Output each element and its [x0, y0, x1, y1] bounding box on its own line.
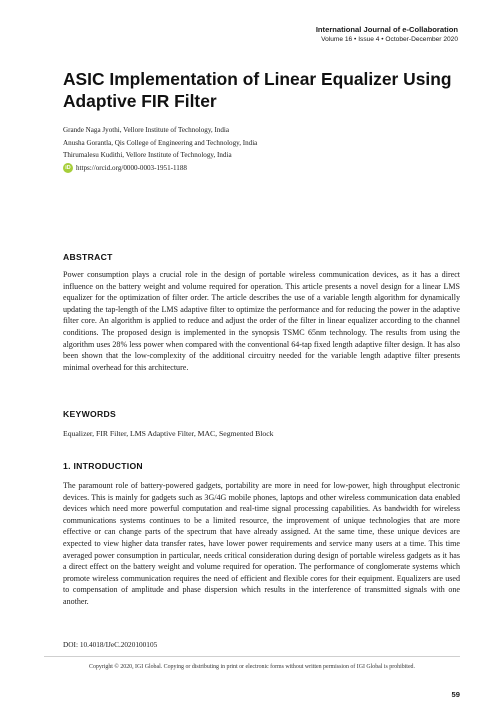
journal-header [316, 24, 458, 45]
copyright-notice: Copyright © 2020, IGI Global. Copying or distributing in print or electronic forms without written permission of IGI Global is prohibited. [89, 664, 415, 670]
footer-divider [44, 656, 460, 657]
journal-name: International Journal of e-Collaboration [315, 25, 458, 34]
introduction-text: The paramount role of battery-powered gadgets, portability are more in need for low-power, high throughput electronic devices. This is mainly for gadgets such as 3G/4G mobile phones, laptops and other wireless communication data enabled devices which need more powerful computation and real-time signal processing capabilities. As bandwidth for wireless communications systems continues to be a limited resource, the improvement of unique technologies that are more effective or can change parts of the spectrum that have already assigned. At the same time, these unique devices are expected to view higher data transfer rates, have lower power requirements and service many users at a time. This time averaged power consumption in particular, needs critical consideration during design of portable wireless gadgets as it has a direct effect on the battery weight and volume required for operation. The performance of conglomerate systems which promote wireless communication requires the need of efficient and flexible cores for their equipment. Equalizers are used to compensation of amplitude and phase dispersion which results in the interference of transmitted signals with one another. [63, 481, 460, 606]
introduction-heading: 1. INTRODUCTION [63, 461, 143, 471]
orcid-link[interactable]: https://orcid.org/0000-0003-1951-1188 [76, 163, 187, 172]
author-list [63, 124, 453, 174]
keywords-heading: KEYWORDS [63, 409, 117, 419]
paper-title: ASIC Implementation of Linear Equalizer Using Adaptive FIR Filter [63, 69, 452, 111]
journal-issue: Volume 16 • Issue 4 • October-December 2020 [321, 36, 458, 43]
abstract-heading: ABSTRACT [63, 252, 113, 262]
orcid-icon: iD [63, 163, 73, 173]
abstract-text: Power consumption plays a crucial role in the design of portable wireless communication devices, as it has a direct influence on the battery weight and volume required for operation. This article presents a novel design for a linear LMS equalizer for the optimization of filter order. The article describes the use of a variable length algorithm for dynamically updating the tap-length of the LMS adaptive filter to optimize the performance and for reducing the power in the adaptive filter core. An algorithm is applied to reduce and adjust the order of the filter in linear equalizer according to the channel conditions. The proposed design is implemented in the synopsis TSMC 65nm technology. The results from using the algorithm uses 28% less power when compared with the conventional 64-tap fixed length adaptive filter design. It has also been shown that the low-complexity of the additional circuitry needed for the variable length adaptive filter presents minimal overhead for this architecture. [63, 270, 460, 372]
doi: DOI: 10.4018/IJeC.2020100105 [63, 640, 158, 649]
author-3: Thirumalesu Kudithi, Vellore Institute of Technology, India [63, 151, 232, 160]
keywords-text: Equalizer, FIR Filter, LMS Adaptive Filter, MAC, Segmented Block [63, 429, 274, 438]
page-number: 59 [451, 690, 460, 699]
author-1: Grande Naga Jyothi, Vellore Institute of Technology, India [63, 126, 230, 134]
orcid-row [63, 162, 453, 175]
author-2: Anusha Gorantla, Qis College of Engineering and Technology, India [63, 138, 258, 147]
